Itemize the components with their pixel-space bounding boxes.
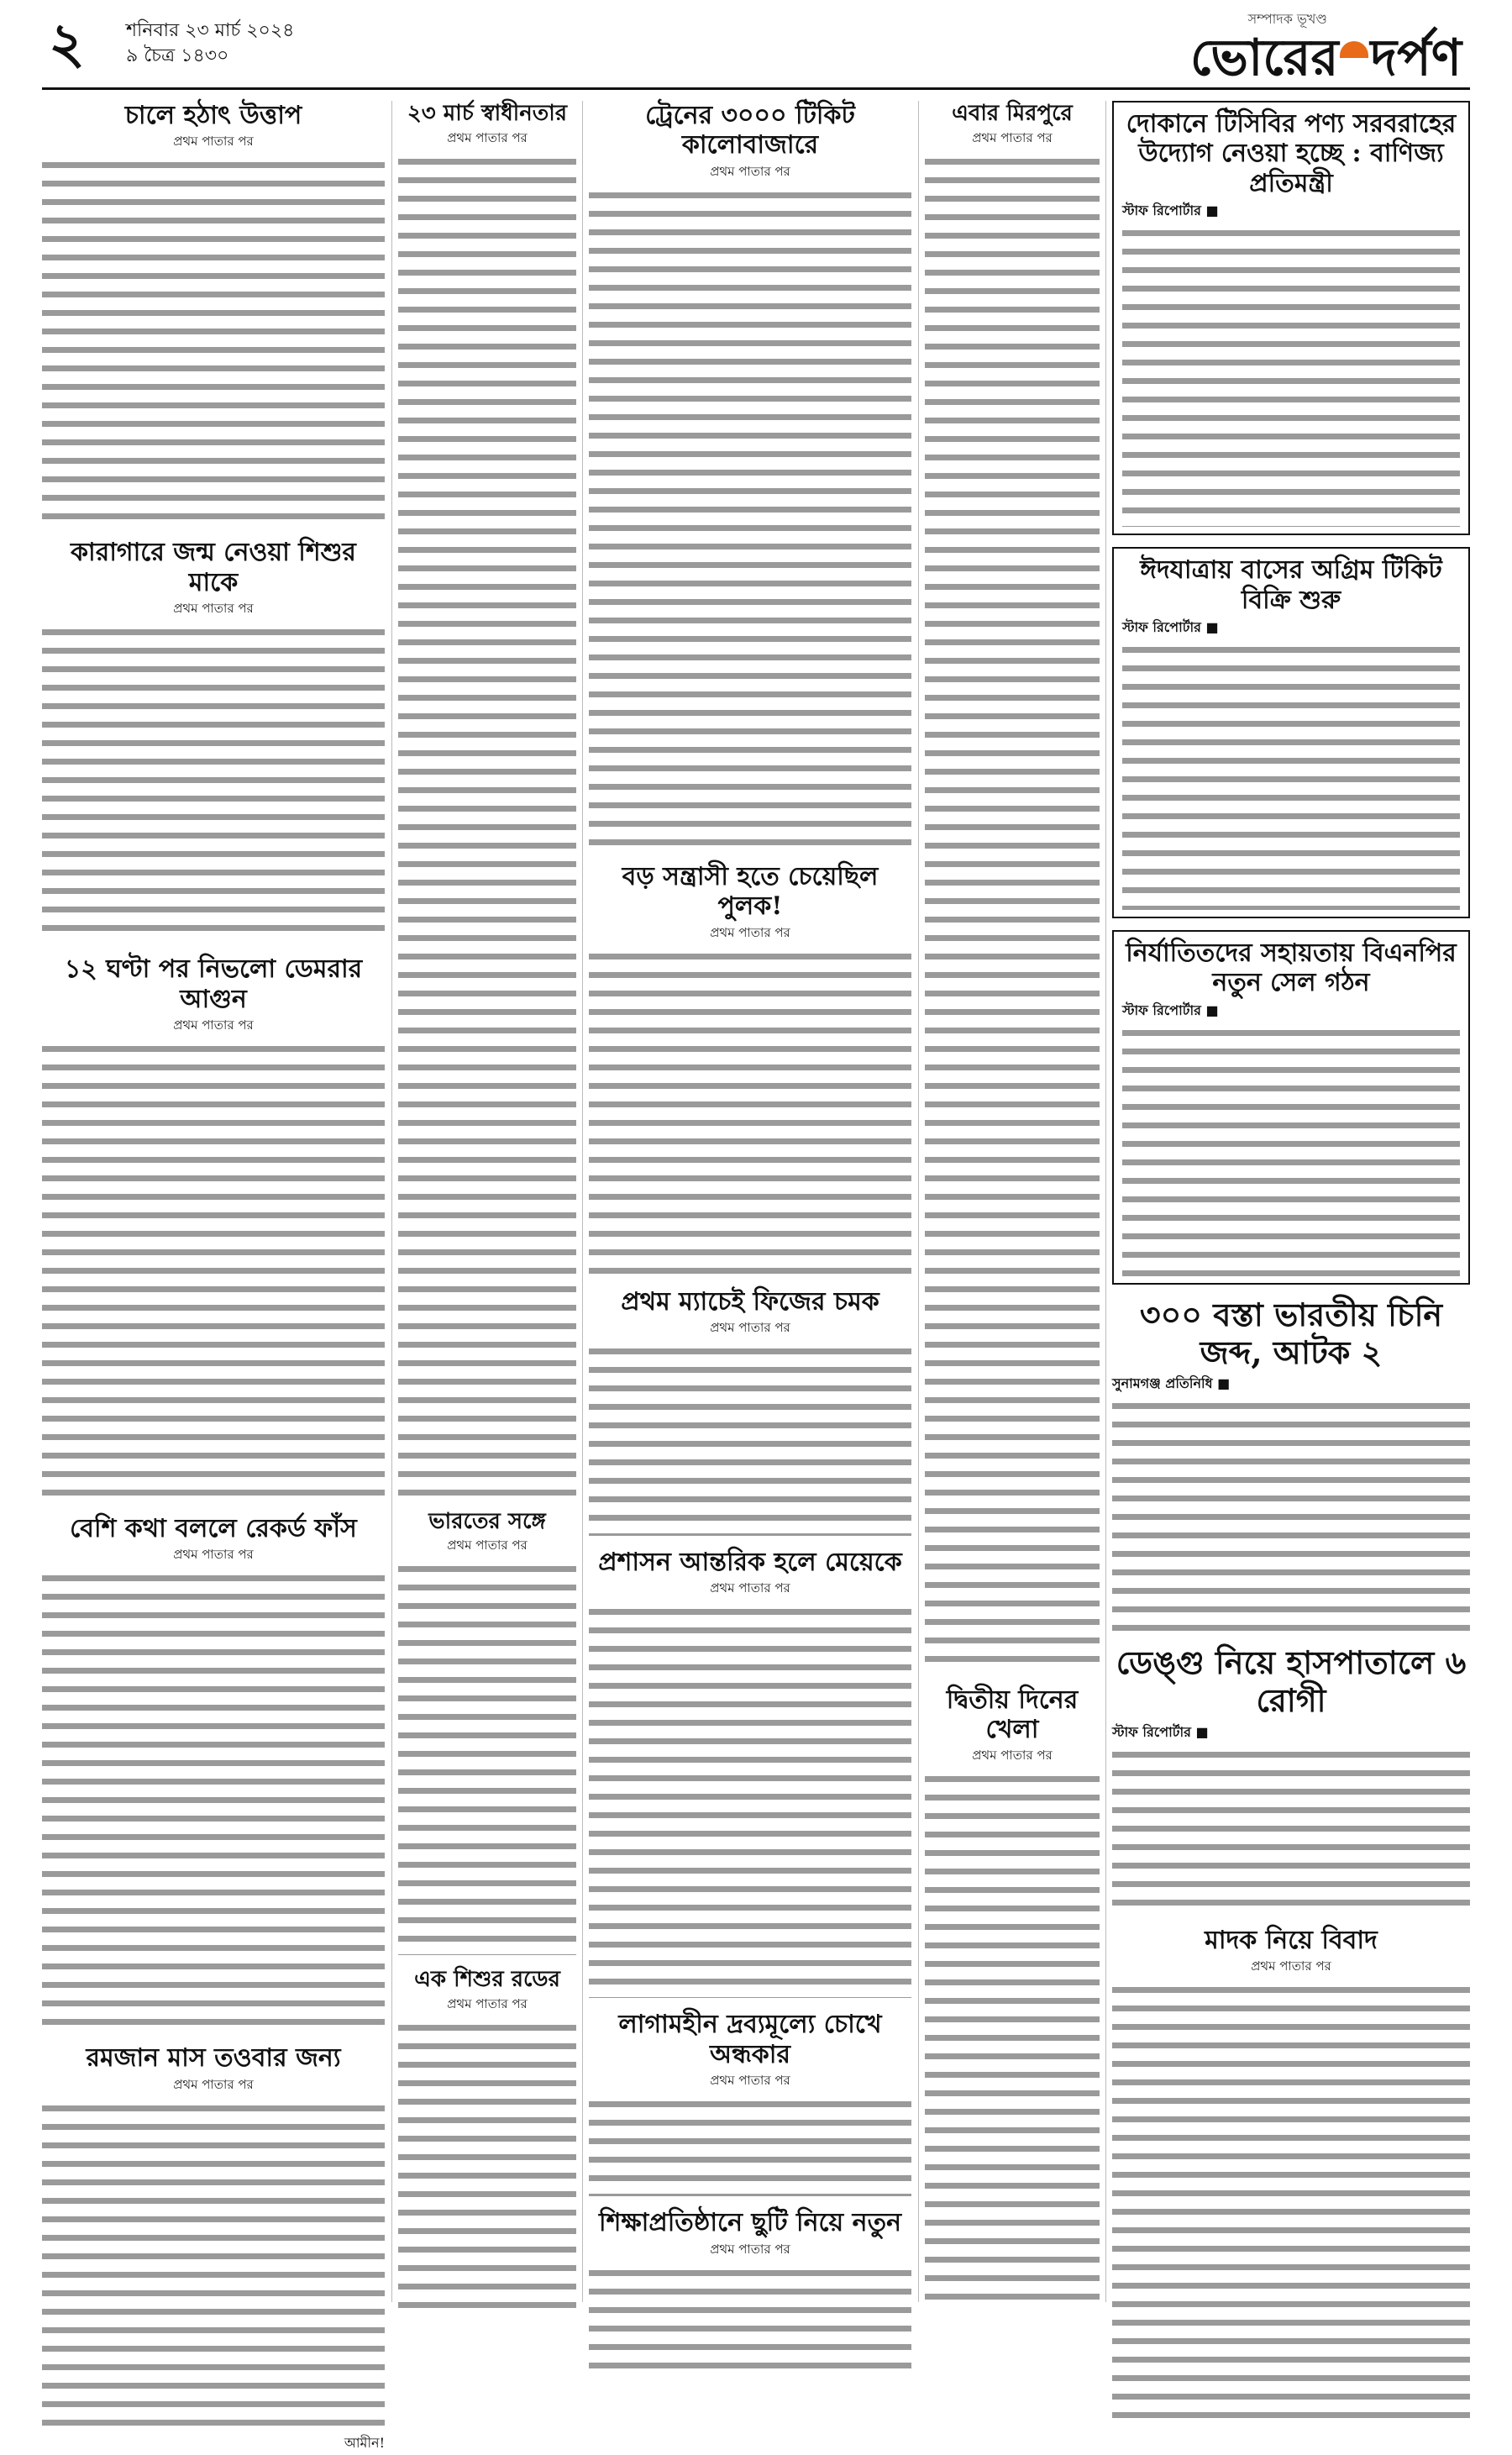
- headline: ৩০০ বস্তা ভারতীয় চিনি জব্দ, আটক ২: [1139, 1295, 1443, 1371]
- headline: মাদক নিয়ে বিবাদ: [1205, 1926, 1378, 1956]
- headline: কারাগারে জন্ম নেওয়া শিশুর মাকে: [71, 538, 356, 597]
- article-body: [1122, 224, 1460, 527]
- column-2: [398, 101, 576, 2302]
- reporter: স্টাফ রিপোর্টার ■: [1122, 618, 1219, 635]
- byline: প্রথম পাতার পর: [710, 924, 790, 940]
- column-divider: [918, 101, 919, 2302]
- article-body: [1112, 1746, 1470, 1914]
- article-body: [42, 623, 385, 943]
- byline: প্রথম পাতার পর: [710, 1580, 790, 1596]
- article-drugs: [1112, 1926, 1470, 2418]
- article-record-leak: [42, 1514, 385, 2032]
- headline: চালে হঠাৎ উত্তাপ: [124, 101, 302, 130]
- article-body: [42, 1569, 385, 2032]
- article-body: [589, 948, 911, 1275]
- article-body: [589, 2095, 911, 2196]
- article-body: [925, 1770, 1100, 2308]
- headline: রমজান মাস তওবার জন্য: [86, 2043, 341, 2074]
- headline: এক শিশুর রডের: [414, 1967, 560, 1993]
- date-gregorian: শনিবার ২৩ মার্চ ২০২৪: [126, 20, 295, 41]
- headline: শিক্ষাপ্রতিষ্ঠানে ছুটি নিয়ে নতুন: [598, 2208, 901, 2238]
- headline: প্রথম ম্যাচেই ফিজের চমক: [621, 1286, 879, 1317]
- article-school-holiday: [589, 2208, 911, 2373]
- masthead: [1190, 8, 1462, 85]
- article-train-tickets: [589, 101, 911, 850]
- headline: ডেঙ্গু নিয়ে হাসপাতালে ৬ রোগী: [1116, 1643, 1467, 1720]
- reporter: স্টাফ রিপোর্টার ■: [1122, 1001, 1219, 1018]
- headline: দ্বিতীয় দিনের খেলা: [946, 1685, 1079, 1745]
- column-4: [925, 101, 1100, 2302]
- byline: প্রথম পাতার পর: [1251, 1958, 1331, 1974]
- column-3: [589, 101, 911, 2302]
- column-divider: [1105, 101, 1106, 2302]
- masthead-logo: [1190, 31, 1462, 85]
- headline: দোকানে টিসিবির পণ্য সরবরাহের উদ্যোগ নেওয়া হচ্ছে : বাণিজ্য প্রতিমন্ত্রী: [1126, 109, 1457, 198]
- article-mirpur: [925, 101, 1100, 1674]
- page-number: ২: [49, 10, 85, 76]
- article-body: [398, 1560, 576, 1955]
- article-second-day: [925, 1685, 1100, 2309]
- article-body: [925, 153, 1100, 1674]
- article-sugar: [1112, 1296, 1470, 1633]
- headline: নির্যাতিতদের সহায়তায় বিএনপির নতুন সেল গঠন: [1126, 938, 1457, 998]
- column-divider: [582, 101, 583, 2302]
- article-body: [398, 2019, 576, 2313]
- article-dengue: [1112, 1644, 1470, 1914]
- column-divider: [391, 101, 392, 2302]
- masthead-name-b: দর্পণ: [1370, 29, 1462, 87]
- article-body: [589, 187, 911, 850]
- article-body: [589, 2264, 911, 2374]
- headline: ভারতের সঙ্গে: [428, 1508, 546, 1534]
- sun-icon: [1340, 41, 1368, 58]
- byline: প্রথম পাতার পর: [173, 134, 254, 150]
- article-child-rod: [398, 1967, 576, 2313]
- article-india: [398, 1509, 576, 1956]
- article-body: [42, 156, 385, 526]
- reporter: স্টাফ রিপোর্টার ■: [1112, 1724, 1209, 1741]
- masthead-name-a: ভোরের: [1189, 29, 1339, 87]
- byline: প্রথম পাতার পর: [447, 1538, 528, 1553]
- article-jail-child: [42, 538, 385, 943]
- headline: বড় সন্ত্রাসী হতে চেয়েছিল পুলক!: [622, 861, 879, 922]
- byline: প্রথম পাতার পর: [710, 163, 790, 179]
- reporter: সুনামগঞ্জ প্রতিনিধি ■: [1112, 1375, 1231, 1392]
- byline: প্রথম পাতার পর: [173, 601, 254, 617]
- byline: প্রথম পাতার পর: [972, 1748, 1053, 1764]
- masthead-tagline: সম্পাদক ভূখণ্ড: [1247, 11, 1327, 27]
- issue-dates: [126, 18, 294, 69]
- column-1: [42, 101, 385, 2451]
- article-body: [1122, 641, 1460, 910]
- byline: প্রথম পাতার পর: [972, 129, 1053, 145]
- article-fizz: [589, 1287, 911, 1536]
- article-body: [42, 2100, 385, 2432]
- article-body: [1112, 1397, 1470, 1632]
- closing-word: আমীন!: [344, 2434, 385, 2451]
- date-bangla: ৯ চৈত্র ১৪৩০: [126, 45, 229, 66]
- byline: প্রথম পাতার পর: [710, 1319, 790, 1335]
- byline: প্রথম পাতার পর: [173, 1017, 254, 1033]
- byline: প্রথম পাতার পর: [447, 129, 528, 145]
- article-demra-fire: [42, 954, 385, 1502]
- article-bnp-cell: [1112, 930, 1470, 1285]
- article-body: [398, 153, 576, 1497]
- article-prices: [589, 2010, 911, 2196]
- article-body: [589, 1603, 911, 1998]
- byline: প্রথম পাতার পর: [173, 2076, 254, 2092]
- article-body: [1122, 1024, 1460, 1276]
- headline: ঈদযাত্রায় বাসের অগ্রিম টিকিট বিক্রি শুরু: [1140, 555, 1442, 615]
- headline: লাগামহীন দ্রব্যমূল্যে চোখে অন্ধকার: [618, 2010, 882, 2069]
- reporter: স্টাফ রিপোর্টার ■: [1122, 202, 1219, 219]
- article-tcb: [1112, 101, 1470, 535]
- article-body: [589, 1343, 911, 1536]
- headline: ট্রেনের ৩০০০ টিকিট কালোবাজারে: [645, 101, 855, 160]
- headline: প্রশাসন আন্তরিক হলে মেয়েকে: [598, 1547, 902, 1577]
- article-pulok: [589, 862, 911, 1275]
- headline: ২৩ মার্চ স্বাধীনতার: [407, 101, 568, 126]
- byline: প্রথম পাতার পর: [710, 2073, 790, 2089]
- article-rice-price: [42, 101, 385, 526]
- byline: প্রথম পাতার পর: [173, 1547, 254, 1563]
- article-independence: [398, 101, 576, 1497]
- byline: প্রথম পাতার পর: [447, 1996, 528, 2012]
- article-ramadan: [42, 2043, 385, 2454]
- header-rule: [42, 87, 1470, 90]
- column-5: [1112, 101, 1470, 2302]
- headline: বেশি কথা বললে রেকর্ড ফাঁস: [70, 1513, 357, 1543]
- article-administration: [589, 1548, 911, 1998]
- page-header: [0, 0, 1512, 87]
- headline: ১২ ঘণ্টা পর নিভলো ডেমরার আগুন: [64, 954, 363, 1014]
- headline: এবার মিরপুরে: [952, 101, 1073, 126]
- article-body: [42, 1040, 385, 1502]
- article-eid-bus: [1112, 547, 1470, 918]
- byline: প্রথম পাতার পর: [710, 2241, 790, 2257]
- article-body: [1112, 1981, 1470, 2418]
